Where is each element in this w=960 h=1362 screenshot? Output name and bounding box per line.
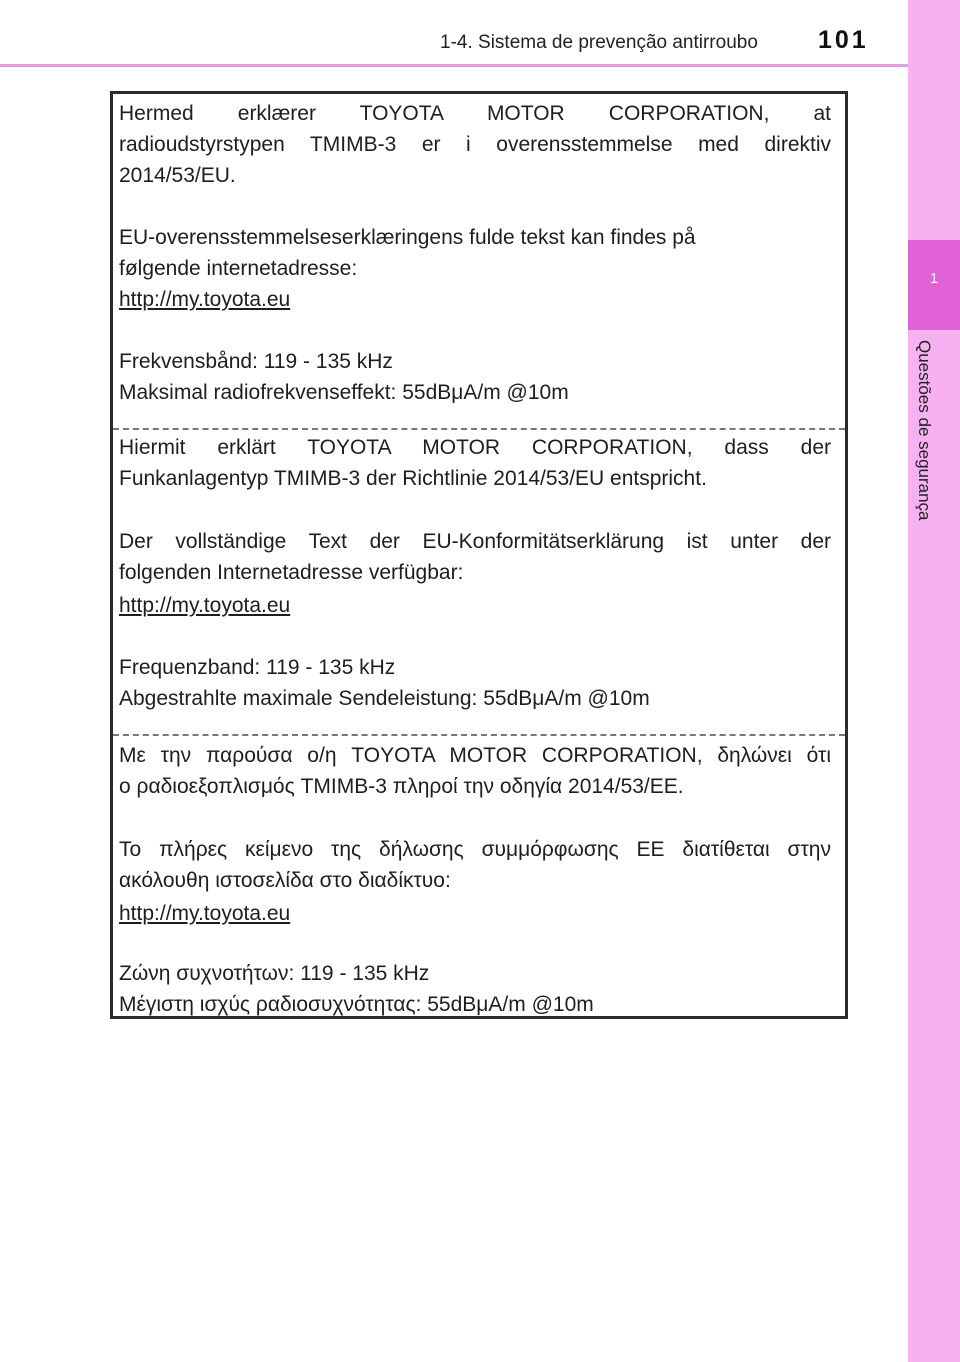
page-number: 101 bbox=[818, 26, 869, 54]
declaration-line-last: Funkanlagentyp TMIMB-3 der Richtlinie 2014/53/EU entspricht. bbox=[119, 467, 707, 490]
website-link[interactable]: http://my.toyota.eu bbox=[119, 288, 291, 311]
declaration-line-last: 2014/53/EU. bbox=[119, 164, 236, 187]
conformity-line-last: folgenden Internetadresse verfügbar: bbox=[119, 561, 464, 584]
frequency-band: Ζώνη συχνοτήτων: 119 - 135 kHz bbox=[119, 962, 430, 985]
chapter-number: 1 bbox=[929, 270, 939, 287]
declaration-text bbox=[119, 98, 831, 160]
declaration-line: Hiermit erklärt TOYOTA MOTOR CORPORATION, dass der bbox=[119, 436, 831, 459]
declaration-line-last: ο ραδιοεξοπλισμός TMIMB-3 πληροί την οδηγία 2014/53/ΕΕ. bbox=[119, 775, 684, 798]
conformity-line: Der vollständige Text der EU-Konformitätserklärung ist unter der bbox=[119, 530, 831, 553]
website-link[interactable]: http://my.toyota.eu bbox=[119, 594, 291, 617]
declaration-line: Με την παρούσα ο/η TOYOTA MOTOR CORPORATION, δηλώνει ότι bbox=[119, 744, 831, 767]
section-title: 1-4. Sistema de prevenção antirroubo bbox=[440, 32, 758, 53]
conformity-text bbox=[119, 222, 831, 284]
chapter-label-wrap bbox=[908, 340, 960, 570]
conformity-line-last: ακόλουθη ιστοσελίδα στο διαδίκτυο: bbox=[119, 869, 451, 892]
frequency-band: Frekvensbånd: 119 - 135 kHz bbox=[119, 350, 393, 373]
conformity-line: følgende internetadresse: bbox=[119, 257, 358, 280]
declarations-frame bbox=[110, 91, 848, 1019]
header-rule bbox=[0, 64, 908, 67]
website-link[interactable]: http://my.toyota.eu bbox=[119, 902, 291, 925]
chapter-label: Questões de segurança bbox=[915, 340, 934, 521]
chapter-sidebar bbox=[908, 0, 960, 1362]
conformity-line: EU-overensstemmelseserklæringens fulde tekst kan findes på bbox=[119, 226, 696, 249]
declaration-line: Hermed erklærer TOYOTA MOTOR CORPORATION, at bbox=[119, 102, 831, 125]
declaration-section-greek bbox=[113, 736, 845, 1016]
declaration-line: radioudstyrstypen TMIMB-3 er i overensstemmelse med direktiv bbox=[119, 133, 831, 156]
declaration-section-danish bbox=[113, 94, 845, 424]
max-power: Μέγιστη ισχύς ραδιοσυχνότητας: 55dBμA/m @10m bbox=[119, 993, 594, 1016]
conformity-line: Το πλήρες κείμενο της δήλωσης συμμόρφωσης ΕΕ διατίθεται στην bbox=[119, 838, 831, 861]
max-power: Maksimal radiofrekvenseffekt: 55dBμA/m @10m bbox=[119, 381, 569, 404]
frequency-band: Frequenzband: 119 - 135 kHz bbox=[119, 656, 396, 679]
declaration-section-german bbox=[113, 430, 845, 730]
max-power: Abgestrahlte maximale Sendeleistung: 55dBμA/m @10m bbox=[119, 687, 650, 710]
